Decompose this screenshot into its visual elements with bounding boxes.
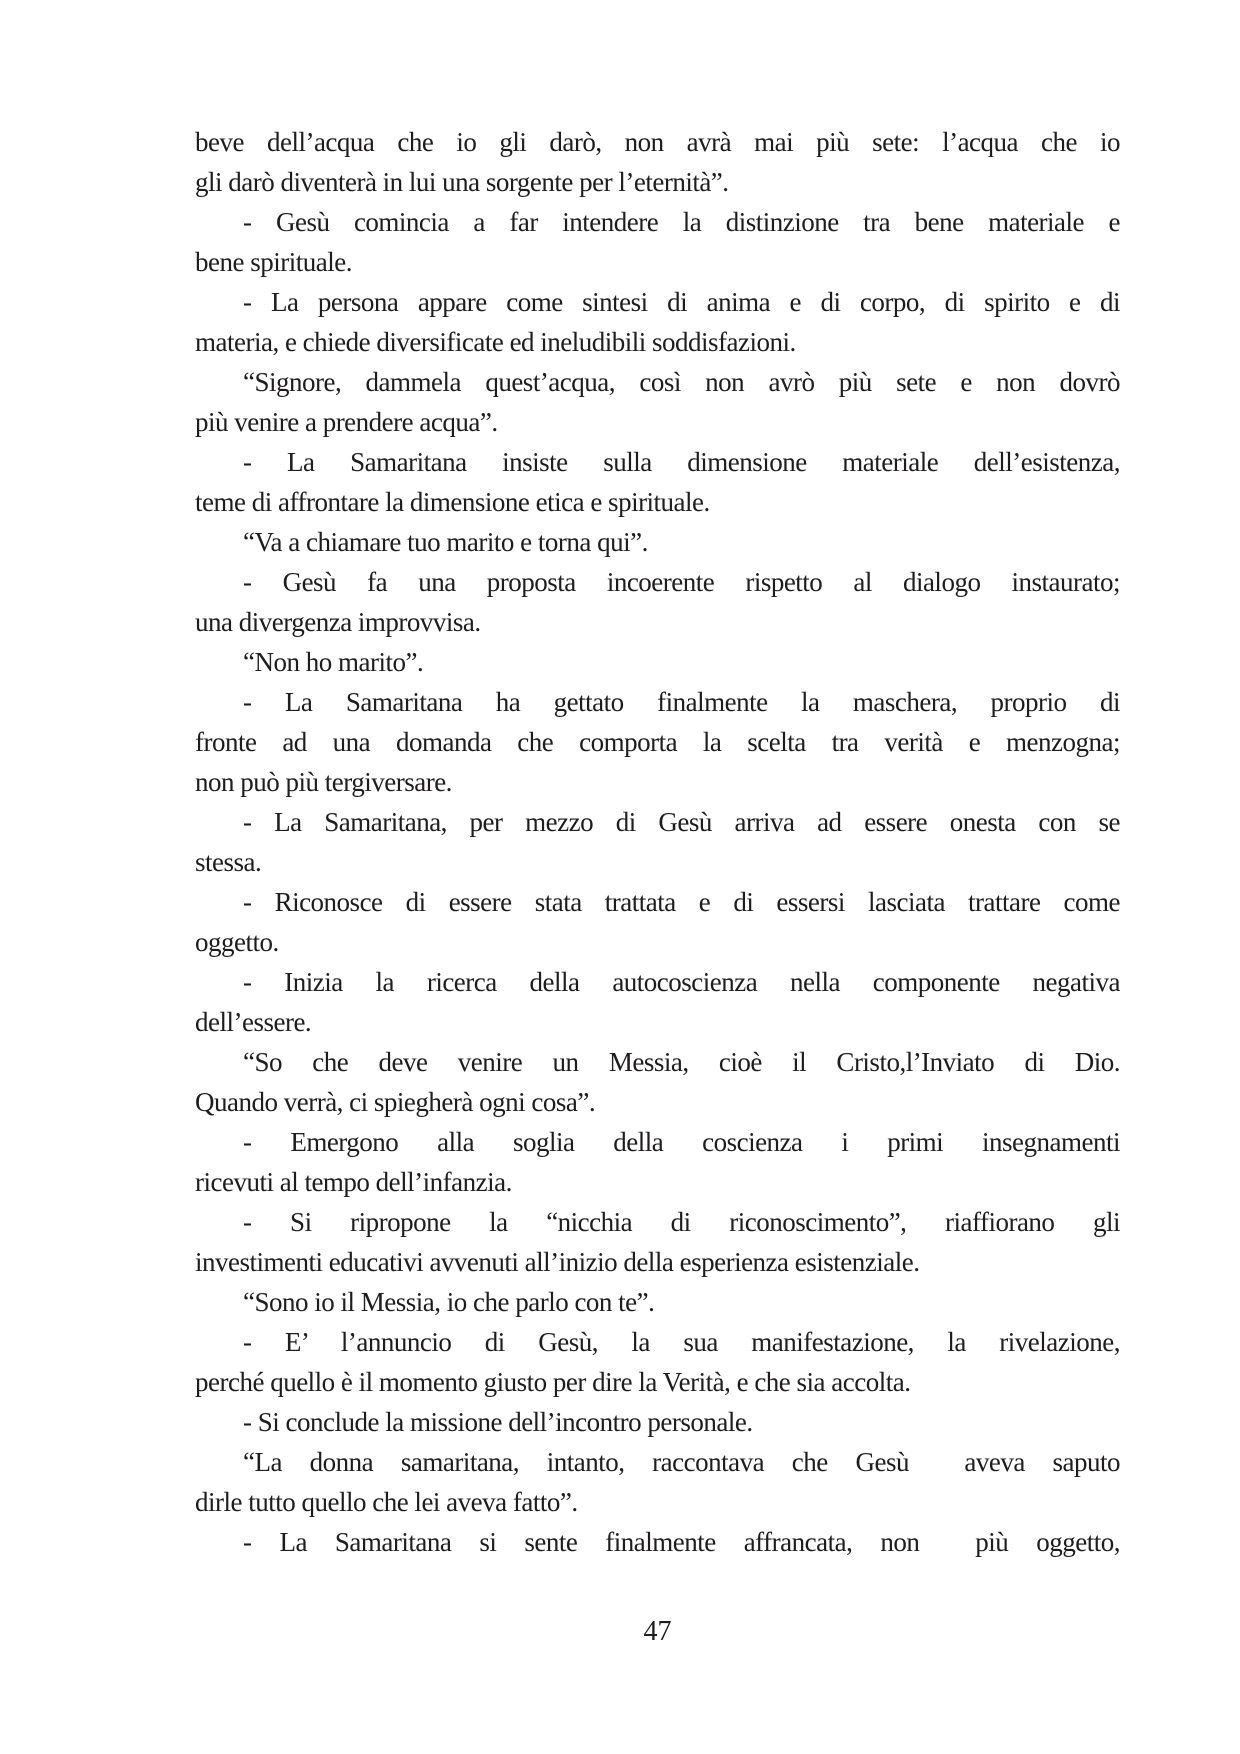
text-line: “Signore, dammela quest’acqua, così non avrò più sete e non dovrò bbox=[243, 367, 1120, 397]
text-line: “So che deve venire un Messia, cioè il Cristo,l’Inviato di Dio. bbox=[243, 1047, 1120, 1077]
text-line: - Gesù fa una proposta incoerente rispetto al dialogo instaurato; bbox=[243, 567, 1120, 597]
text-line: fronte ad una domanda che comporta la scelta tra verità e menzogna; bbox=[195, 727, 1120, 757]
text-line: - La Samaritana ha gettato finalmente la maschera, proprio di bbox=[243, 687, 1120, 717]
text-line: materia, e chiede diversificate ed ineludibili soddisfazioni. bbox=[195, 327, 796, 357]
text-line: perché quello è il momento giusto per dire la Verità, e che sia accolta. bbox=[195, 1367, 911, 1397]
text-line: - Riconosce di essere stata trattata e di essersi lasciata trattare come bbox=[243, 887, 1120, 917]
text-line: - La persona appare come sintesi di anima e di corpo, di spirito e di bbox=[243, 287, 1120, 317]
text-line: gli darò diventerà in lui una sorgente per l’eternità”. bbox=[195, 167, 729, 197]
text-line: teme di affrontare la dimensione etica e spirituale. bbox=[195, 487, 710, 517]
text-line: “La donna samaritana, intanto, raccontava che Gesù aveva saputo bbox=[243, 1447, 1120, 1477]
text-line: “Va a chiamare tuo marito e torna qui”. bbox=[243, 527, 648, 557]
text-line: non può più tergiversare. bbox=[195, 767, 452, 797]
text-line: - La Samaritana insiste sulla dimensione materiale dell’esistenza, bbox=[243, 447, 1120, 477]
text-line: stessa. bbox=[195, 847, 262, 877]
text-line: dirle tutto quello che lei aveva fatto”. bbox=[195, 1487, 578, 1517]
text-line: investimenti educativi avvenuti all’inizio della esperienza esistenziale. bbox=[195, 1247, 920, 1277]
text-line: - E’ l’annuncio di Gesù, la sua manifestazione, la rivelazione, bbox=[243, 1327, 1120, 1357]
text-line: Quando verrà, ci spiegherà ogni cosa”. bbox=[195, 1087, 596, 1117]
text-line: più venire a prendere acqua”. bbox=[195, 407, 498, 437]
page-number: 47 bbox=[643, 1616, 672, 1647]
text-line: - Si conclude la missione dell’incontro personale. bbox=[243, 1407, 753, 1437]
text-line: - Si ripropone la “nicchia di riconoscimento”, riaffiorano gli bbox=[243, 1207, 1120, 1237]
text-line: beve dell’acqua che io gli darò, non avrà mai più sete: l’acqua che io bbox=[195, 127, 1120, 157]
text-line: “Sono io il Messia, io che parlo con te”. bbox=[243, 1287, 655, 1317]
text-line: ricevuti al tempo dell’infanzia. bbox=[195, 1167, 512, 1197]
text-line: - Inizia la ricerca della autocoscienza nella componente negativa bbox=[243, 967, 1120, 997]
text-line: - Gesù comincia a far intendere la distinzione tra bene materiale e bbox=[243, 207, 1120, 237]
text-line: oggetto. bbox=[195, 927, 279, 957]
page-body-text bbox=[195, 122, 1120, 1562]
text-line: bene spirituale. bbox=[195, 247, 352, 277]
text-line: una divergenza improvvisa. bbox=[195, 607, 481, 637]
text-line: “Non ho marito”. bbox=[243, 647, 424, 677]
text-line: - La Samaritana si sente finalmente affrancata, non più oggetto, bbox=[243, 1527, 1120, 1557]
text-line: dell’essere. bbox=[195, 1007, 312, 1037]
text-line: - La Samaritana, per mezzo di Gesù arriva ad essere onesta con se bbox=[243, 807, 1120, 837]
text-line: - Emergono alla soglia della coscienza i primi insegnamenti bbox=[243, 1127, 1120, 1157]
